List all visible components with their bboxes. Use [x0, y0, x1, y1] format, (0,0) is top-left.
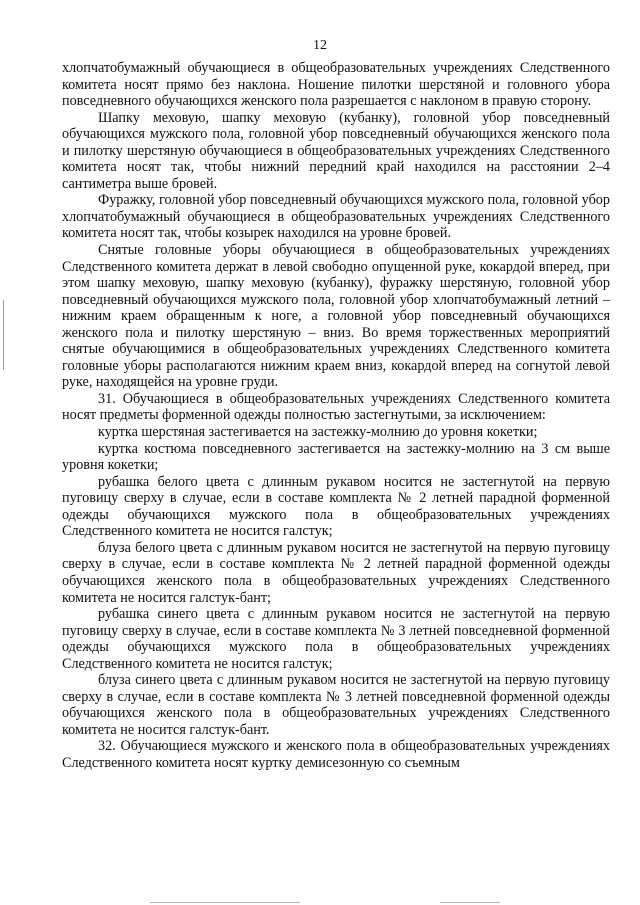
paragraph-blue-blouse: блуза синего цвета с длинным рукавом носится не застегнутой на первую пуговицу сверху в случае, если в составе комплекта № 3 летней повседневной форменной одежды обучающихся женского пола в общеобразовательных учреждениях Следственного комитета не носится галстук-бант.: [62, 672, 610, 738]
paragraph-blue-shirt: рубашка синего цвета с длинным рукавом носится не застегнутой на первую пуговицу сверху в случае, если в составе комплекта № 3 летней повседневной форменной одежды обучающихся мужского пола в общеобразовательных учреждениях Следственного комитета не носится галстук;: [62, 606, 610, 672]
paragraph-everyday-suit-jacket: куртка костюма повседневного застегивается на застежку-молнию на 3 см выше уровня кокетки;: [62, 440, 610, 474]
document-body: [62, 60, 610, 772]
paragraph-white-shirt: рубашка белого цвета с длинным рукавом носится не застегнутой на первую пуговицу сверху в случае, если в составе комплекта № 2 летней парадной форменной одежды обучающихся мужского пола в общеобразовательных учреждениях Следственного комитета не носится галстук;: [62, 473, 610, 540]
paragraph-headgear-wearing-continued: хлопчатобумажный обучающиеся в общеобразовательных учреждениях Следственного комитета носят прямо без наклона. Ношение пилотки шерстяной и головного убора повседневного обучающихся женского пола разрешается с наклоном в правую сторону.: [62, 60, 610, 110]
paragraph-wool-jacket: куртка шерстяная застегивается на застежку-молнию до уровня кокетки;: [98, 424, 538, 441]
scan-bottom-mark: [440, 902, 500, 903]
paragraph-cap-visor-position: Фуражку, головной убор повседневный обучающихся мужского пола, головной убор хлопчатобумажный обучающиеся в общеобразовательных учреждениях Следственного комитета носят так, чтобы козырек находился на уровне бровей.: [62, 192, 610, 242]
scan-edge-mark: [3, 300, 4, 370]
paragraph-white-blouse: блуза белого цвета с длинным рукавом носится не застегнутой на первую пуговицу сверху в случае, если в составе комплекта № 2 летней парадной форменной одежды обучающихся женского пола в общеобразовательных учреждениях Следственного комитета не носится галстук-бант;: [62, 539, 610, 606]
paragraph-fur-hats-position: Шапку меховую, шапку меховую (кубанку), головной убор повседневный обучающихся мужского пола, головной убор повседневный обучающихся женского пола и пилотку шерстяную обучающиеся в общеобразовательных учреждениях Следственного комитета носят так, чтобы нижний передний край находился на расстоянии 2–4 сантиметра выше бровей.: [62, 109, 610, 192]
paragraph-item-31: 31. Обучающиеся в общеобразовательных учреждениях Следственного комитета носят предметы форменной одежды полностью застегнутыми, за исключением:: [62, 390, 610, 424]
paragraph-item-32: 32. Обучающиеся мужского и женского пола в общеобразовательных учреждениях Следственного комитета носят куртку демисезонную со съемным: [62, 738, 610, 771]
paragraph-removed-headgear: Снятые головные уборы обучающиеся в общеобразовательных учреждениях Следственного комитета держат в левой свободно опущенной руке, кокардой вперед, при этом шапку меховую, шапку меховую (кубанку), фуражку шерстяную, головной убор повседневный обучающихся мужского пола, головной убор хлопчатобумажный летний – нижним краем обращенным к ноге, а головной убор повседневный обучающихся женского пола и пилотку шерстяную – вниз. Во время торжественных мероприятий снятые обучающимися в общеобразовательных учреждениях Следственного комитета головные уборы располагаются нижним краем вниз, кокардой вперед на согнутой левой руке, находящейся на уровне груди.: [62, 242, 610, 391]
scan-bottom-mark: [150, 902, 300, 903]
page-number: 12: [313, 38, 327, 53]
